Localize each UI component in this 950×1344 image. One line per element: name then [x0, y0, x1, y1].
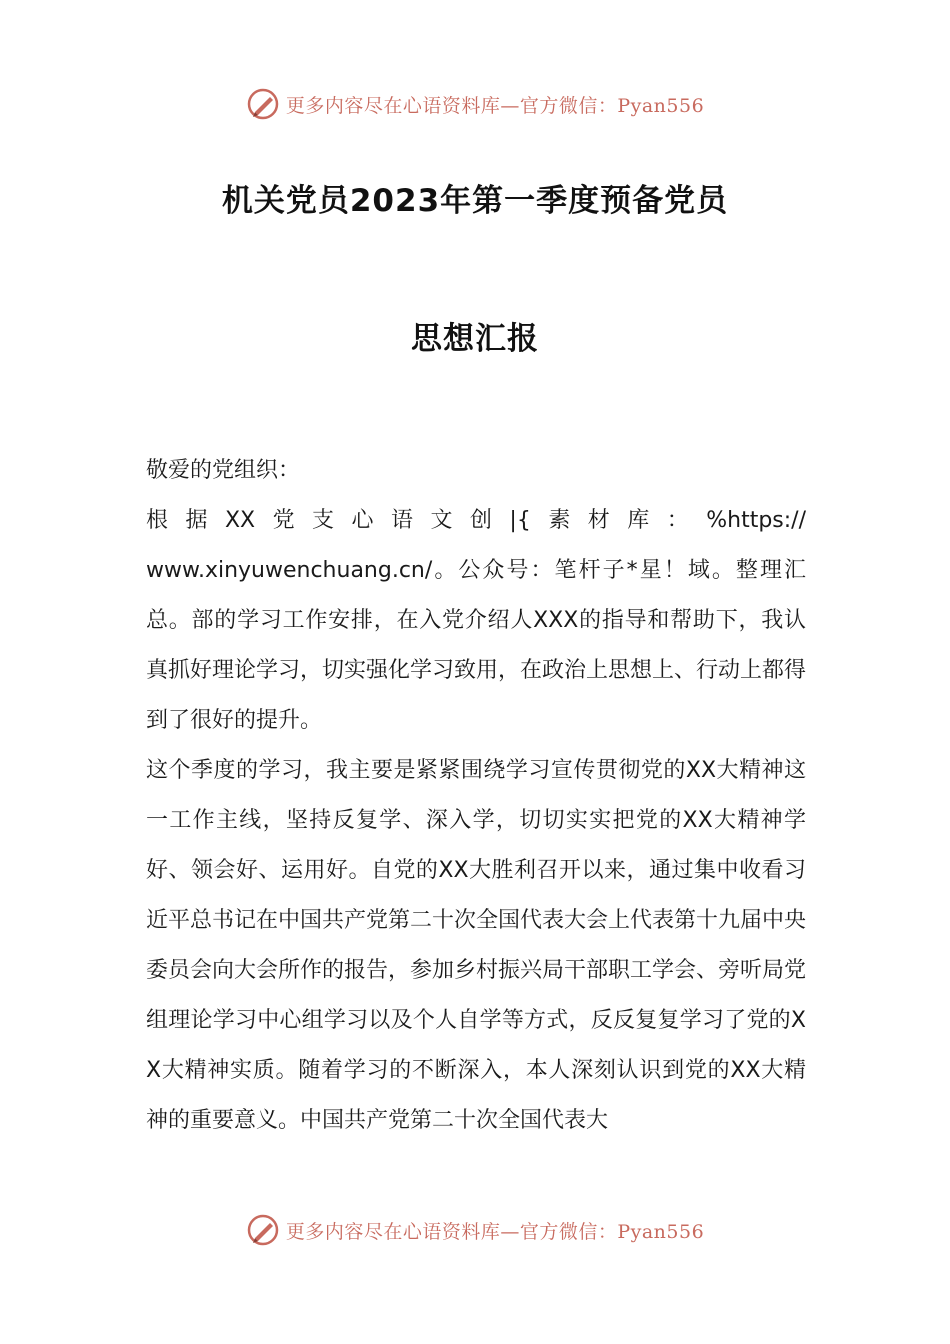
document-body: [146, 446, 806, 1146]
document-title-line2: 思想汇报: [411, 321, 539, 357]
document-title-line1: 机关党员2023年第一季度预备党员: [221, 183, 729, 219]
salutation: 敬爱的党组织：: [146, 458, 301, 483]
paragraph-2: 这个季度的学习，我主要是紧紧围绕学习宣传贯彻党的XX大精神这一工作主线，坚持反复学、深入学，切切实实把党的XX大精神学好、领会好、运用好。自党的XX大胜利召开以来，通过集中收看习近平总书记在中国共产党第二十次全国代表大会上代表第十九届中央委员会向大会所作的报告，参加乡村振兴局干部职工学会、旁听局党组理论学习中心组学习以及个人自学等方式，反反复复学习了党的XX大精神实质。随着学习的不断深入，本人深刻认识到党的XX大精神的重要意义。中国共产党第二十次全国代表大: [146, 758, 807, 1133]
paragraph-1-continued: www.xinyuwenchuang.cn/。公众号：笔杆子*星！域。整理汇总。部的学习工作安排，在入党介绍人XXX的指导和帮助下，我认真抓好理论学习，切实强化学习致用，在政治上思想上、行动上都得到了很好的提升。: [146, 558, 807, 733]
header-banner: [0, 84, 950, 124]
banner-text: 更多内容尽在心语资料库—官方微信：Pyan556: [285, 94, 705, 117]
banner-text: 更多内容尽在心语资料库—官方微信：Pyan556: [285, 1220, 705, 1243]
paragraph-1-first-line: 根据XX党支心语文创|{素材库：%https://: [146, 508, 806, 533]
pen-seal-logo-icon: [246, 1213, 280, 1247]
footer-banner: [0, 1210, 950, 1250]
pen-seal-logo-icon: [246, 87, 280, 121]
